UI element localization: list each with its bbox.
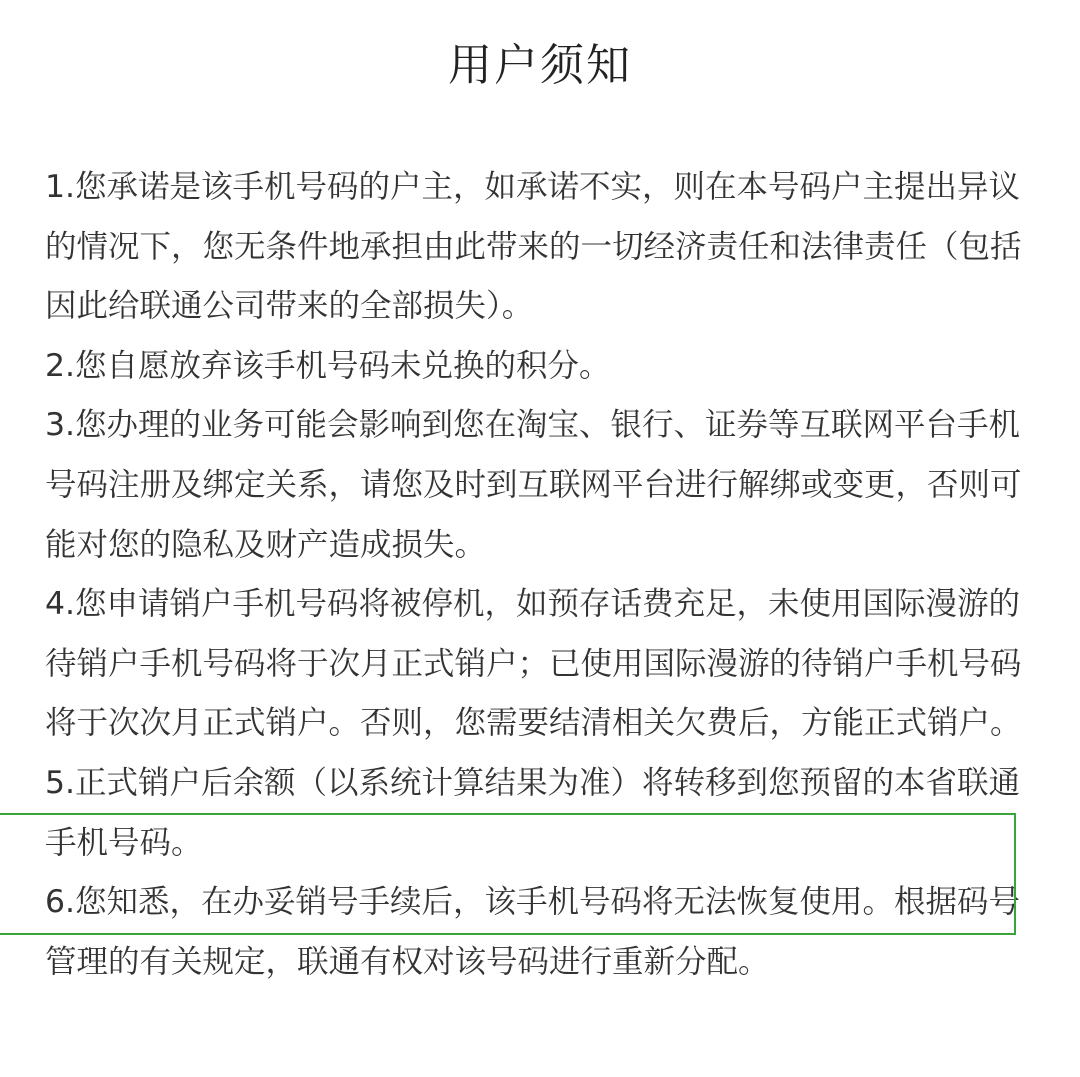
term-item-5: 5.正式销户后余额（以系统计算结果为准）将转移到您预留的本省联通手机号码。 [45, 764, 1021, 861]
term-item-1: 1.您承诺是该手机号码的户主，如承诺不实，则在本号码户主提出异议的情况下，您无条件地承担由此带来的一切经济责任和法律责任（包括因此给联通公司带来的全部损失）。 [45, 169, 1022, 325]
terms-list [45, 158, 1035, 992]
page-title: 用户须知 [448, 40, 632, 91]
term-item-3: 3.您办理的业务可能会影响到您在淘宝、银行、证券等互联网平台手机号码注册及绑定关系，请您及时到互联网平台进行解绑或变更，否则可能对您的隐私及财产造成损失。 [45, 407, 1022, 563]
term-item-2: 2.您自愿放弃该手机号码未兑换的积分。 [45, 347, 611, 384]
term-item-4: 4.您申请销户手机号码将被停机，如预存话费充足，未使用国际漫游的待销户手机号码将于次月正式销户；已使用国际漫游的待销户手机号码将于次次月正式销户。否则，您需要结清相关欠费后，方能正式销户。 [45, 586, 1022, 742]
term-item-6: 6.您知悉，在办妥销号手续后，该手机号码将无法恢复使用。根据码号管理的有关规定，联通有权对该号码进行重新分配。 [45, 884, 1021, 980]
